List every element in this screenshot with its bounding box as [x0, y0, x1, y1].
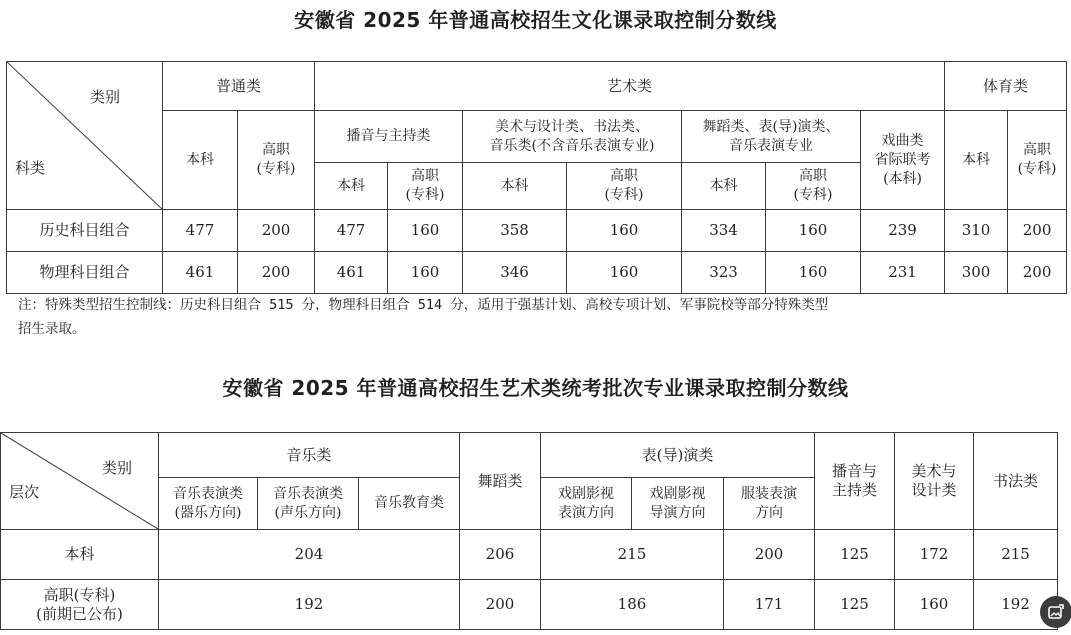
group-header-yinyue: 音乐类: [159, 433, 460, 478]
score-cell: 239: [861, 210, 945, 252]
fuzhuang-line1: 服装表演: [741, 485, 798, 502]
score-cell: 200: [238, 252, 315, 294]
score-cell: 160: [388, 210, 463, 252]
score-cell: 310: [945, 210, 1008, 252]
xiqu-line3: (本科): [883, 170, 922, 187]
subgroup-xjdao: [632, 478, 724, 530]
diagonal-line: [1, 433, 158, 529]
group-header-shufa: 书法类: [974, 433, 1058, 530]
xjdao-line2: 导演方向: [649, 504, 706, 521]
gaozhi-label: 高职: [411, 168, 440, 184]
score-cell-biaoyan: 215: [541, 530, 724, 580]
table2-title: 安徽省 2025 年普通高校招生艺术类统考批次专业课录取控制分数线: [222, 376, 849, 400]
row-label: 本科: [1, 530, 159, 580]
header-wudao-benke: 本科: [682, 163, 766, 210]
zhuanke-label: (专科): [405, 187, 445, 203]
boyin-line2: 主持类: [832, 481, 878, 499]
gaozhi-label: 高职: [610, 168, 639, 184]
share-image-button[interactable]: [1040, 596, 1071, 628]
table2-corner-top-label: 类别: [101, 459, 132, 477]
score-cell: 300: [945, 252, 1008, 294]
subgroup-fuzhuang: [724, 478, 815, 530]
xjdao-line1: 戏剧影视: [649, 485, 706, 502]
table1-corner-bottom-label: 科类: [15, 159, 46, 177]
diagonal-line: [7, 62, 162, 209]
header-meishu-benke: 本科: [463, 163, 567, 210]
score-cell-wudao: 206: [460, 530, 541, 580]
shengyue-line2: (声乐方向): [274, 504, 342, 521]
table-row: [7, 210, 1067, 252]
score-cell-shufa: 192: [974, 580, 1058, 630]
header-putong-benke: 本科: [163, 111, 238, 210]
score-cell: 160: [766, 252, 861, 294]
group-header-wudao: 舞蹈类: [460, 433, 541, 530]
score-cell: 461: [163, 252, 238, 294]
score-cell: 200: [1008, 252, 1067, 294]
row-label: [1, 580, 159, 630]
header-boyin-benke: 本科: [315, 163, 388, 210]
row-label-line1: 高职(专科): [43, 585, 116, 604]
score-cell: 346: [463, 252, 567, 294]
xjbiao-line1: 戏剧影视: [558, 485, 614, 502]
zhuanke-label: (专科): [793, 187, 833, 203]
score-cell-biaoyan: 186: [541, 580, 724, 630]
score-cell-wudao: 200: [460, 580, 541, 630]
gaozhi-label: 高职: [799, 168, 828, 184]
meishu-line2: 设计类: [911, 481, 957, 499]
table1-corner-cell: [7, 62, 163, 210]
score-cell: 160: [567, 210, 682, 252]
wudao-line2: 音乐表演专业: [729, 137, 814, 154]
header-tiyu-gaozhi: [1008, 111, 1067, 210]
subgroup-boyin: 播音与主持类: [315, 111, 463, 163]
note-line2: 招生录取。: [18, 321, 86, 337]
subgroup-shengyue: [258, 478, 359, 530]
score-cell: 160: [766, 210, 861, 252]
score-cell: 160: [388, 252, 463, 294]
header-meishu-gaozhi: [567, 163, 682, 210]
qiyue-line2: (器乐方向): [174, 504, 242, 521]
meishu-line1: 美术与: [911, 462, 957, 480]
note-line1: 注：特殊类型招生控制线：历史科目组合 515 分，物理科目组合 514 分，适用于强基计划、高校专项计划、军事院校等部分特殊类型: [18, 297, 829, 313]
score-cell-meishu: 160: [895, 580, 974, 630]
table2-corner-cell: [1, 433, 159, 530]
group-header-yishu: 艺术类: [315, 62, 945, 111]
wudao-line1: 舞蹈类、表(导)演类、: [702, 118, 840, 135]
share-image-icon: [1047, 603, 1065, 621]
table1-note: [18, 293, 1058, 341]
xiqu-line2: 省际联考: [874, 151, 931, 168]
xiqu-line1: 戏曲类: [881, 132, 924, 149]
score-cell: 461: [315, 252, 388, 294]
row-label: 历史科目组合: [7, 210, 163, 252]
score-cell-yinyue: 192: [159, 580, 460, 630]
subgroup-xiqu: [861, 111, 945, 210]
gaozhi-label: 高职: [262, 142, 290, 158]
score-cell: 323: [682, 252, 766, 294]
xjbiao-line2: 表演方向: [558, 504, 614, 521]
row-label: 物理科目组合: [7, 252, 163, 294]
art-score-table: [0, 432, 1058, 630]
score-cell-shufa: 215: [974, 530, 1058, 580]
table1-corner-top-label: 类别: [89, 88, 120, 106]
table-row: [1, 580, 1058, 630]
subgroup-xjbiao: [541, 478, 632, 530]
score-cell: 231: [861, 252, 945, 294]
group-header-boyin: [815, 433, 895, 530]
table-row: [1, 530, 1058, 580]
header-wudao-gaozhi: [766, 163, 861, 210]
score-cell: 477: [315, 210, 388, 252]
score-cell: 358: [463, 210, 567, 252]
row-label-line2: (前期已公布): [36, 604, 123, 623]
gaozhi-label: 高职: [1023, 142, 1052, 158]
header-putong-gaozhi: [238, 111, 315, 210]
zhuanke-label: (专科): [256, 161, 296, 177]
zhuanke-label: (专科): [604, 187, 644, 203]
score-cell-meishu: 172: [895, 530, 974, 580]
table2-corner-bottom-label: 层次: [9, 483, 40, 501]
subgroup-qiyue: [159, 478, 258, 530]
table-row: [7, 252, 1067, 294]
qiyue-line1: 音乐表演类: [173, 485, 243, 502]
score-cell: 200: [238, 210, 315, 252]
score-cell-yinyue: 204: [159, 530, 460, 580]
boyin-line1: 播音与: [832, 462, 878, 480]
table1-title: 安徽省 2025 年普通高校招生文化课录取控制分数线: [294, 8, 777, 32]
score-cell: 200: [1008, 210, 1067, 252]
score-cell-fuzhuang: 171: [724, 580, 815, 630]
zhuanke-label: (专科): [1017, 161, 1057, 177]
subgroup-jiaoyu: 音乐教育类: [359, 478, 460, 530]
group-header-meishu: [895, 433, 974, 530]
score-cell: 334: [682, 210, 766, 252]
score-cell: 477: [163, 210, 238, 252]
group-header-tiyu: 体育类: [945, 62, 1067, 111]
subgroup-meishu: [463, 111, 682, 163]
subgroup-wudao: [682, 111, 861, 163]
header-boyin-gaozhi: [388, 163, 463, 210]
group-header-putong: 普通类: [163, 62, 315, 111]
fuzhuang-line2: 方向: [755, 504, 784, 521]
score-cell: 160: [567, 252, 682, 294]
group-header-biaoyan: 表(导)演类: [541, 433, 815, 478]
score-cell-boyin: 125: [815, 580, 895, 630]
score-cell-boyin: 125: [815, 530, 895, 580]
score-cell-fuzhuang: 200: [724, 530, 815, 580]
meishu-line1: 美术与设计类、书法类、: [495, 118, 650, 135]
meishu-line2: 音乐类(不含音乐表演专业): [489, 137, 655, 154]
shengyue-line1: 音乐表演类: [273, 485, 343, 502]
culture-score-table: [6, 61, 1067, 294]
header-tiyu-benke: 本科: [945, 111, 1008, 210]
